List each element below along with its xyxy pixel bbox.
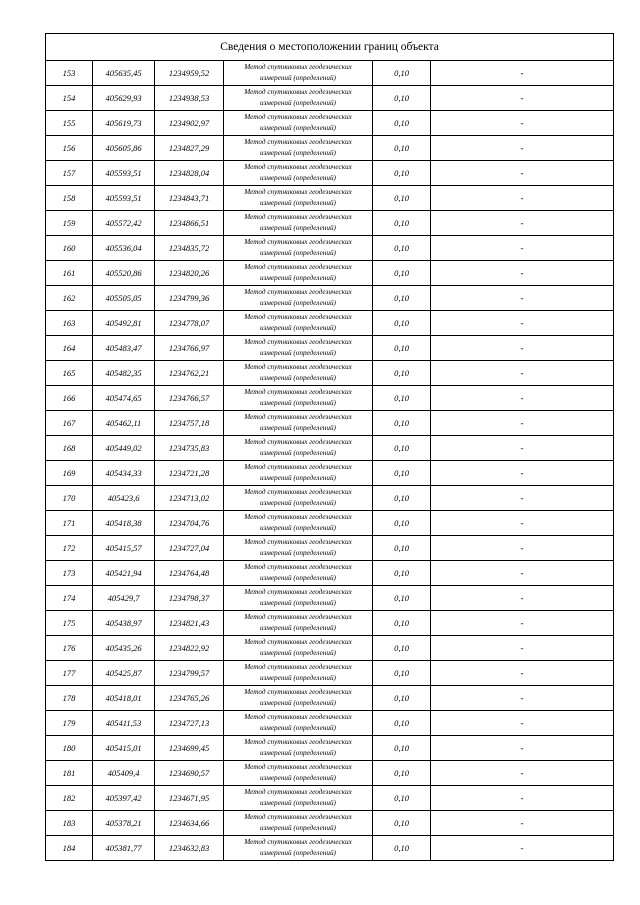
- method-cell: [224, 136, 373, 161]
- coord-y-cell: 1234866,51: [155, 211, 224, 236]
- method-line-1: Метод спутниковых геодезических: [244, 488, 352, 496]
- coord-y-cell: 1234902,97: [155, 111, 224, 136]
- description-cell: -: [431, 61, 614, 86]
- coord-x-cell: 405438,97: [93, 611, 155, 636]
- description-cell: -: [431, 286, 614, 311]
- method-cell: [224, 361, 373, 386]
- method-line-2: измерений (определений): [260, 324, 336, 332]
- table-row: [46, 736, 614, 761]
- table-row: [46, 436, 614, 461]
- accuracy-cell: 0,10: [373, 736, 431, 761]
- accuracy-cell: 0,10: [373, 236, 431, 261]
- method-line-2: измерений (определений): [260, 724, 336, 732]
- table-row: [46, 161, 614, 186]
- coord-y-cell: 1234632,83: [155, 836, 224, 861]
- coord-x-cell: 405474,65: [93, 386, 155, 411]
- method-line-1: Метод спутниковых геодезических: [244, 513, 352, 521]
- table-row: [46, 486, 614, 511]
- method-cell: [224, 186, 373, 211]
- table-row: [46, 261, 614, 286]
- section-title: Сведения о местоположении границ объекта: [46, 34, 614, 61]
- accuracy-cell: 0,10: [373, 311, 431, 336]
- accuracy-cell: 0,10: [373, 561, 431, 586]
- coord-y-cell: 1234938,53: [155, 86, 224, 111]
- coord-y-cell: 1234799,57: [155, 661, 224, 686]
- description-cell: -: [431, 161, 614, 186]
- method-line-2: измерений (определений): [260, 99, 336, 107]
- method-line-1: Метод спутниковых геодезических: [244, 813, 352, 821]
- method-line-1: Метод спутниковых геодезических: [244, 588, 352, 596]
- coord-y-cell: 1234713,02: [155, 486, 224, 511]
- coord-x-cell: 405593,51: [93, 186, 155, 211]
- accuracy-cell: 0,10: [373, 161, 431, 186]
- table-row: [46, 561, 614, 586]
- point-number-cell: 175: [46, 611, 93, 636]
- coord-x-cell: 405435,26: [93, 636, 155, 661]
- accuracy-cell: 0,10: [373, 386, 431, 411]
- coord-y-cell: 1234727,04: [155, 536, 224, 561]
- method-cell: [224, 86, 373, 111]
- point-number-cell: 181: [46, 761, 93, 786]
- table-row: [46, 661, 614, 686]
- method-line-2: измерений (определений): [260, 449, 336, 457]
- description-cell: -: [431, 186, 614, 211]
- point-number-cell: 183: [46, 811, 93, 836]
- method-line-2: измерений (определений): [260, 199, 336, 207]
- table-row: [46, 211, 614, 236]
- table-row: [46, 611, 614, 636]
- method-line-2: измерений (определений): [260, 174, 336, 182]
- point-number-cell: 166: [46, 386, 93, 411]
- method-line-2: измерений (определений): [260, 74, 336, 82]
- coord-x-cell: 405415,01: [93, 736, 155, 761]
- method-line-1: Метод спутниковых геодезических: [244, 688, 352, 696]
- accuracy-cell: 0,10: [373, 86, 431, 111]
- point-number-cell: 153: [46, 61, 93, 86]
- accuracy-cell: 0,10: [373, 436, 431, 461]
- coord-y-cell: 1234690,57: [155, 761, 224, 786]
- method-line-2: измерений (определений): [260, 274, 336, 282]
- coord-x-cell: 405605,86: [93, 136, 155, 161]
- method-line-1: Метод спутниковых геодезических: [244, 413, 352, 421]
- table-row: [46, 636, 614, 661]
- coord-y-cell: 1234798,37: [155, 586, 224, 611]
- method-line-2: измерений (определений): [260, 124, 336, 132]
- description-cell: -: [431, 436, 614, 461]
- description-cell: -: [431, 461, 614, 486]
- coord-x-cell: 405462,11: [93, 411, 155, 436]
- method-cell: [224, 761, 373, 786]
- coord-y-cell: 1234822,92: [155, 636, 224, 661]
- method-line-1: Метод спутниковых геодезических: [244, 638, 352, 646]
- coord-x-cell: 405482,35: [93, 361, 155, 386]
- coord-x-cell: 405418,01: [93, 686, 155, 711]
- accuracy-cell: 0,10: [373, 686, 431, 711]
- point-number-cell: 168: [46, 436, 93, 461]
- method-cell: [224, 386, 373, 411]
- method-line-2: измерений (определений): [260, 149, 336, 157]
- accuracy-cell: 0,10: [373, 136, 431, 161]
- point-number-cell: 177: [46, 661, 93, 686]
- method-cell: [224, 586, 373, 611]
- method-line-1: Метод спутниковых геодезических: [244, 538, 352, 546]
- method-line-2: измерений (определений): [260, 524, 336, 532]
- coord-x-cell: 405635,45: [93, 61, 155, 86]
- table-row: [46, 311, 614, 336]
- table-row: [46, 686, 614, 711]
- description-cell: -: [431, 511, 614, 536]
- description-cell: -: [431, 311, 614, 336]
- description-cell: -: [431, 761, 614, 786]
- point-number-cell: 162: [46, 286, 93, 311]
- point-number-cell: 170: [46, 486, 93, 511]
- coord-x-cell: 405378,21: [93, 811, 155, 836]
- description-cell: -: [431, 386, 614, 411]
- method-line-1: Метод спутниковых геодезических: [244, 213, 352, 221]
- accuracy-cell: 0,10: [373, 661, 431, 686]
- description-cell: -: [431, 261, 614, 286]
- method-line-1: Метод спутниковых геодезических: [244, 838, 352, 846]
- method-cell: [224, 711, 373, 736]
- accuracy-cell: 0,10: [373, 511, 431, 536]
- table-row: [46, 111, 614, 136]
- method-line-1: Метод спутниковых геодезических: [244, 163, 352, 171]
- point-number-cell: 171: [46, 511, 93, 536]
- table-row: [46, 786, 614, 811]
- point-number-cell: 159: [46, 211, 93, 236]
- point-number-cell: 158: [46, 186, 93, 211]
- method-cell: [224, 786, 373, 811]
- description-cell: -: [431, 411, 614, 436]
- method-cell: [224, 411, 373, 436]
- boundary-coordinates-table: [45, 33, 614, 861]
- coord-y-cell: 1234799,36: [155, 286, 224, 311]
- method-line-1: Метод спутниковых геодезических: [244, 288, 352, 296]
- coord-y-cell: 1234721,28: [155, 461, 224, 486]
- point-number-cell: 176: [46, 636, 93, 661]
- description-cell: -: [431, 336, 614, 361]
- accuracy-cell: 0,10: [373, 336, 431, 361]
- point-number-cell: 165: [46, 361, 93, 386]
- point-number-cell: 178: [46, 686, 93, 711]
- method-line-1: Метод спутниковых геодезических: [244, 713, 352, 721]
- coord-x-cell: 405409,4: [93, 761, 155, 786]
- coord-y-cell: 1234671,95: [155, 786, 224, 811]
- point-number-cell: 154: [46, 86, 93, 111]
- coord-x-cell: 405397,42: [93, 786, 155, 811]
- method-line-2: измерений (определений): [260, 299, 336, 307]
- method-line-2: измерений (определений): [260, 674, 336, 682]
- method-line-2: измерений (определений): [260, 499, 336, 507]
- method-line-1: Метод спутниковых геодезических: [244, 338, 352, 346]
- coord-y-cell: 1234765,26: [155, 686, 224, 711]
- description-cell: -: [431, 686, 614, 711]
- coord-x-cell: 405492,81: [93, 311, 155, 336]
- coord-x-cell: 405483,47: [93, 336, 155, 361]
- accuracy-cell: 0,10: [373, 536, 431, 561]
- point-number-cell: 184: [46, 836, 93, 861]
- accuracy-cell: 0,10: [373, 486, 431, 511]
- method-line-1: Метод спутниковых геодезических: [244, 663, 352, 671]
- method-line-1: Метод спутниковых геодезических: [244, 438, 352, 446]
- table-row: [46, 386, 614, 411]
- accuracy-cell: 0,10: [373, 286, 431, 311]
- method-cell: [224, 161, 373, 186]
- table-row: [46, 586, 614, 611]
- accuracy-cell: 0,10: [373, 586, 431, 611]
- method-line-1: Метод спутниковых геодезических: [244, 388, 352, 396]
- table-row: [46, 836, 614, 861]
- description-cell: -: [431, 211, 614, 236]
- coord-y-cell: 1234699,45: [155, 736, 224, 761]
- table-row: [46, 811, 614, 836]
- point-number-cell: 163: [46, 311, 93, 336]
- method-cell: [224, 611, 373, 636]
- method-line-1: Метод спутниковых геодезических: [244, 188, 352, 196]
- coord-x-cell: 405505,05: [93, 286, 155, 311]
- coord-y-cell: 1234959,52: [155, 61, 224, 86]
- method-line-1: Метод спутниковых геодезических: [244, 63, 352, 71]
- table-row: [46, 336, 614, 361]
- method-cell: [224, 836, 373, 861]
- point-number-cell: 174: [46, 586, 93, 611]
- method-line-2: измерений (определений): [260, 774, 336, 782]
- coord-y-cell: 1234828,04: [155, 161, 224, 186]
- table-row: [46, 361, 614, 386]
- point-number-cell: 167: [46, 411, 93, 436]
- method-cell: [224, 61, 373, 86]
- method-line-2: измерений (определений): [260, 849, 336, 857]
- method-cell: [224, 211, 373, 236]
- accuracy-cell: 0,10: [373, 61, 431, 86]
- method-line-1: Метод спутниковых геодезических: [244, 138, 352, 146]
- method-line-1: Метод спутниковых геодезических: [244, 263, 352, 271]
- description-cell: -: [431, 736, 614, 761]
- method-line-2: измерений (определений): [260, 474, 336, 482]
- coord-y-cell: 1234634,66: [155, 811, 224, 836]
- table-row: [46, 511, 614, 536]
- coord-x-cell: 405425,87: [93, 661, 155, 686]
- coord-x-cell: 405619,73: [93, 111, 155, 136]
- coord-y-cell: 1234762,21: [155, 361, 224, 386]
- coord-y-cell: 1234757,18: [155, 411, 224, 436]
- coord-y-cell: 1234821,43: [155, 611, 224, 636]
- method-line-2: измерений (определений): [260, 749, 336, 757]
- coord-x-cell: 405415,57: [93, 536, 155, 561]
- description-cell: -: [431, 711, 614, 736]
- method-cell: [224, 336, 373, 361]
- method-line-2: измерений (определений): [260, 799, 336, 807]
- method-line-2: измерений (определений): [260, 624, 336, 632]
- description-cell: -: [431, 611, 614, 636]
- accuracy-cell: 0,10: [373, 186, 431, 211]
- point-number-cell: 172: [46, 536, 93, 561]
- method-line-1: Метод спутниковых геодезических: [244, 763, 352, 771]
- method-line-1: Метод спутниковых геодезических: [244, 788, 352, 796]
- method-line-1: Метод спутниковых геодезических: [244, 88, 352, 96]
- method-line-2: измерений (определений): [260, 374, 336, 382]
- coord-y-cell: 1234843,71: [155, 186, 224, 211]
- accuracy-cell: 0,10: [373, 211, 431, 236]
- accuracy-cell: 0,10: [373, 761, 431, 786]
- method-line-2: измерений (определений): [260, 224, 336, 232]
- coord-x-cell: 405423,6: [93, 486, 155, 511]
- coord-y-cell: 1234778,07: [155, 311, 224, 336]
- method-line-2: измерений (определений): [260, 249, 336, 257]
- description-cell: -: [431, 836, 614, 861]
- method-line-1: Метод спутниковых геодезических: [244, 463, 352, 471]
- coord-y-cell: 1234735,83: [155, 436, 224, 461]
- method-line-1: Метод спутниковых геодезических: [244, 738, 352, 746]
- description-cell: -: [431, 136, 614, 161]
- accuracy-cell: 0,10: [373, 636, 431, 661]
- method-cell: [224, 436, 373, 461]
- accuracy-cell: 0,10: [373, 411, 431, 436]
- point-number-cell: 161: [46, 261, 93, 286]
- coord-y-cell: 1234766,97: [155, 336, 224, 361]
- coord-y-cell: 1234727,13: [155, 711, 224, 736]
- method-cell: [224, 811, 373, 836]
- description-cell: -: [431, 486, 614, 511]
- coord-x-cell: 405520,86: [93, 261, 155, 286]
- coord-x-cell: 405421,94: [93, 561, 155, 586]
- table-row: [46, 711, 614, 736]
- coord-y-cell: 1234704,76: [155, 511, 224, 536]
- point-number-cell: 180: [46, 736, 93, 761]
- accuracy-cell: 0,10: [373, 261, 431, 286]
- method-cell: [224, 636, 373, 661]
- table-row: [46, 536, 614, 561]
- method-cell: [224, 536, 373, 561]
- point-number-cell: 160: [46, 236, 93, 261]
- point-number-cell: 179: [46, 711, 93, 736]
- accuracy-cell: 0,10: [373, 786, 431, 811]
- point-number-cell: 156: [46, 136, 93, 161]
- method-line-2: измерений (определений): [260, 599, 336, 607]
- table-row: [46, 136, 614, 161]
- description-cell: -: [431, 361, 614, 386]
- table-row: [46, 186, 614, 211]
- method-line-1: Метод спутниковых геодезических: [244, 613, 352, 621]
- method-line-2: измерений (определений): [260, 549, 336, 557]
- method-cell: [224, 236, 373, 261]
- description-cell: -: [431, 811, 614, 836]
- method-line-2: измерений (определений): [260, 699, 336, 707]
- coord-x-cell: 405411,53: [93, 711, 155, 736]
- table-row: [46, 236, 614, 261]
- coord-x-cell: 405381,77: [93, 836, 155, 861]
- table-row: [46, 61, 614, 86]
- description-cell: -: [431, 586, 614, 611]
- method-line-2: измерений (определений): [260, 649, 336, 657]
- description-cell: -: [431, 636, 614, 661]
- description-cell: -: [431, 236, 614, 261]
- method-line-1: Метод спутниковых геодезических: [244, 563, 352, 571]
- coord-y-cell: 1234835,72: [155, 236, 224, 261]
- method-cell: [224, 561, 373, 586]
- accuracy-cell: 0,10: [373, 111, 431, 136]
- accuracy-cell: 0,10: [373, 461, 431, 486]
- coord-x-cell: 405536,04: [93, 236, 155, 261]
- method-cell: [224, 686, 373, 711]
- coord-x-cell: 405434,33: [93, 461, 155, 486]
- accuracy-cell: 0,10: [373, 711, 431, 736]
- point-number-cell: 173: [46, 561, 93, 586]
- method-line-1: Метод спутниковых геодезических: [244, 238, 352, 246]
- point-number-cell: 157: [46, 161, 93, 186]
- coord-x-cell: 405593,51: [93, 161, 155, 186]
- coord-y-cell: 1234766,57: [155, 386, 224, 411]
- description-cell: -: [431, 111, 614, 136]
- table-row: [46, 286, 614, 311]
- method-cell: [224, 461, 373, 486]
- accuracy-cell: 0,10: [373, 611, 431, 636]
- method-line-2: измерений (определений): [260, 574, 336, 582]
- method-line-1: Метод спутниковых геодезических: [244, 313, 352, 321]
- method-line-2: измерений (определений): [260, 349, 336, 357]
- method-line-2: измерений (определений): [260, 824, 336, 832]
- description-cell: -: [431, 86, 614, 111]
- coord-y-cell: 1234764,48: [155, 561, 224, 586]
- accuracy-cell: 0,10: [373, 811, 431, 836]
- table-row: [46, 761, 614, 786]
- method-line-1: Метод спутниковых геодезических: [244, 363, 352, 371]
- description-cell: -: [431, 661, 614, 686]
- method-cell: [224, 111, 373, 136]
- table-row: [46, 411, 614, 436]
- point-number-cell: 169: [46, 461, 93, 486]
- method-cell: [224, 661, 373, 686]
- table-title-row: [46, 34, 614, 61]
- method-line-1: Метод спутниковых геодезических: [244, 113, 352, 121]
- table-row: [46, 86, 614, 111]
- description-cell: -: [431, 536, 614, 561]
- coord-y-cell: 1234820,26: [155, 261, 224, 286]
- coord-y-cell: 1234827,29: [155, 136, 224, 161]
- accuracy-cell: 0,10: [373, 361, 431, 386]
- method-cell: [224, 736, 373, 761]
- accuracy-cell: 0,10: [373, 836, 431, 861]
- point-number-cell: 182: [46, 786, 93, 811]
- coord-x-cell: 405629,93: [93, 86, 155, 111]
- coord-x-cell: 405418,38: [93, 511, 155, 536]
- point-number-cell: 164: [46, 336, 93, 361]
- coord-x-cell: 405572,42: [93, 211, 155, 236]
- method-cell: [224, 486, 373, 511]
- method-cell: [224, 511, 373, 536]
- coord-x-cell: 405449,02: [93, 436, 155, 461]
- method-cell: [224, 261, 373, 286]
- method-line-2: измерений (определений): [260, 424, 336, 432]
- point-number-cell: 155: [46, 111, 93, 136]
- table-row: [46, 461, 614, 486]
- coord-x-cell: 405429,7: [93, 586, 155, 611]
- method-cell: [224, 286, 373, 311]
- method-line-2: измерений (определений): [260, 399, 336, 407]
- description-cell: -: [431, 561, 614, 586]
- description-cell: -: [431, 786, 614, 811]
- method-cell: [224, 311, 373, 336]
